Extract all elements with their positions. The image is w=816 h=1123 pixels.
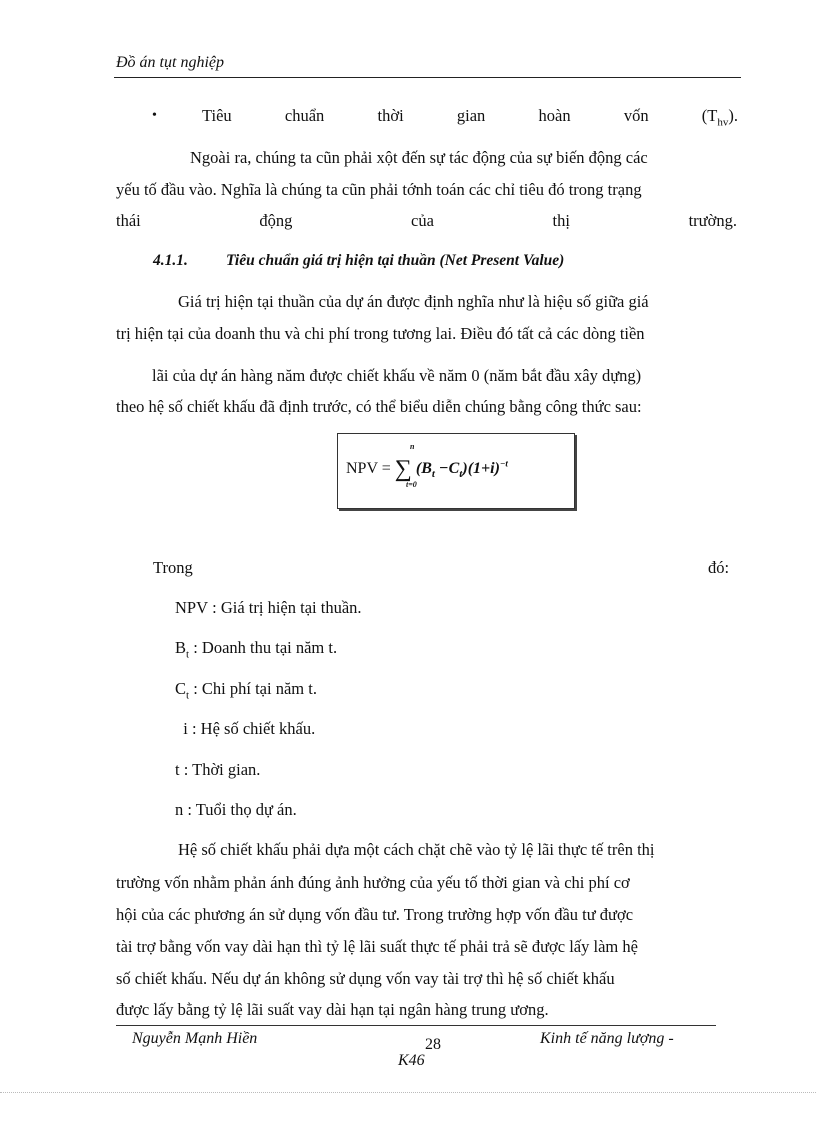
definition-item: $B_t$ : Doanh thu tại năm t.: [175, 638, 338, 661]
definition-item: NPV : Giá trị hiện tại thuần.: [175, 598, 362, 617]
formula-expression: $(B_t -C_t)(1+i)^{-t}$: [415, 458, 508, 481]
paragraph-line: được lấy bằng tỷ lệ lãi suất vay dài hạn tại ngân hàng trung ương.: [116, 1000, 549, 1019]
bullet-text: [202, 106, 738, 128]
bullet-word: chuẩn: [284, 106, 325, 125]
definition-item: t : Thời gian.: [175, 760, 261, 779]
paragraph-line: trị hiện tại của doanh thu và chi phí trong tương lai. Điều đó tất cả các dòng tiền: [116, 324, 645, 343]
bullet-word: vốn: [623, 106, 649, 125]
definition-item: n : Tuổi thọ dự án.: [175, 800, 297, 819]
paragraph-line: yếu tố đầu vào. Nghĩa là chúng ta cũn phải tớnh toán các chỉ tiêu đó trong trạng: [116, 180, 642, 199]
bullet-word: Tiêu: [202, 106, 232, 125]
footer-class: K46: [398, 1052, 425, 1069]
paragraph-line: Giá trị hiện tại thuần của dự án được định nghĩa như là hiệu số giữa giá: [178, 292, 649, 311]
paragraph-line: tài trợ bằng vốn vay dài hạn thì tỷ lệ lãi suất thực tế phải trả sẽ được lấy làm hệ: [116, 937, 638, 956]
npv-formula: [346, 442, 508, 489]
paragraph-line: theo hệ số chiết khấu đã định trước, có thể biểu diễn chúng bằng công thức sau:: [116, 397, 642, 416]
definition-item: i : Hệ số chiết khấu.: [175, 719, 316, 738]
paragraph-line: Hệ số chiết khấu phải dựa một cách chặt chẽ vào tỷ lệ lãi thực tế trên thị: [178, 840, 655, 859]
sigma-icon: ∑: [394, 456, 412, 482]
page-header-title: Đồ án tụt nghiệp: [116, 54, 224, 71]
where-label: Trong: [153, 558, 193, 577]
footer-divider: [116, 1025, 716, 1026]
formula-lhs: NPV =: [346, 460, 391, 477]
footer-author: Nguyễn Mạnh Hiền: [132, 1030, 258, 1047]
bullet-icon: •: [152, 108, 157, 123]
paragraph-line: Ngoài ra, chúng ta cũn phải xột đến sự tác động của sự biến động các: [190, 148, 648, 167]
bullet-word: gian: [456, 106, 486, 125]
section-title: Tiêu chuẩn giá trị hiện tại thuần (Net Present Value): [226, 252, 565, 269]
definition-item: $C_t$ : Chi phí tại năm t.: [175, 679, 317, 702]
paragraph-line: hội của các phương án sử dụng vốn đầu tư. Trong trường hợp vốn đầu tư được: [116, 905, 634, 924]
section-number: 4.1.1.: [153, 252, 188, 269]
paragraph-line: thái động của thị trường.: [116, 211, 737, 230]
header-divider: [114, 77, 741, 78]
sum-upper-limit: n: [410, 442, 415, 451]
bullet-word: thời: [377, 106, 404, 125]
bullet-word: hoàn: [538, 106, 571, 125]
paragraph-line: số chiết khấu. Nếu dự án không sử dụng vốn vay tài trợ thì hệ số chiết khấu: [116, 969, 615, 988]
paragraph-line: trường vốn nhằm phản ánh đúng ảnh hưởng của yếu tố thời gian và chi phí cơ: [116, 873, 630, 892]
footer-department: Kinh tế năng lượng -: [540, 1030, 674, 1047]
formula-box: [337, 433, 575, 509]
sum-lower-limit: t=0: [406, 480, 417, 489]
page-edge: [0, 1092, 816, 1093]
where-colon: đó:: [708, 558, 730, 577]
page-number: 28: [425, 1036, 441, 1053]
bullet-word-last: $(T_{hv})$.: [701, 106, 738, 129]
paragraph-line: lãi của dự án hàng năm được chiết khấu về năm 0 (năm bắt đầu xây dựng): [152, 366, 642, 385]
